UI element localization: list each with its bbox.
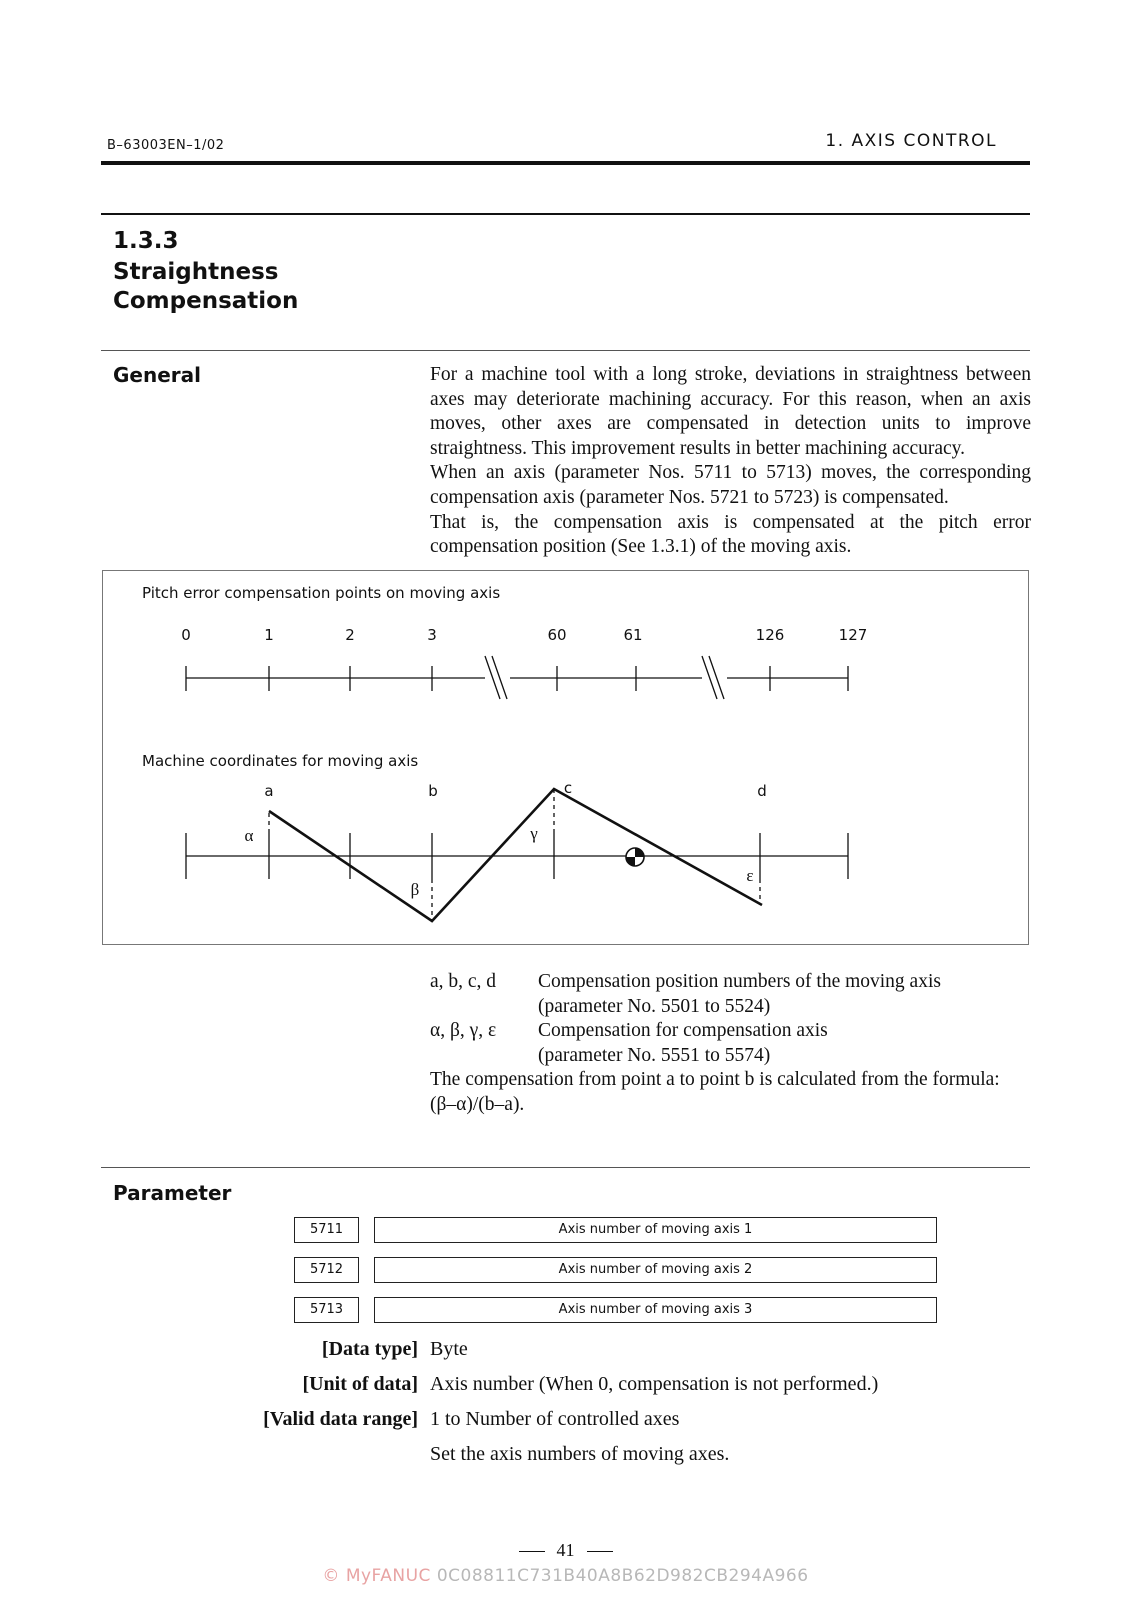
formula-text (430, 1068, 1033, 1117)
general-paragraph-3: That is, the compensation axis is compensated at the pitch error compensation position (See 1.3.1) of the moving axis. (430, 511, 1031, 558)
formula-line2: (β–α)/(b–a). (430, 1093, 525, 1115)
parameter-description-5712: Axis number of moving axis 2 (374, 1257, 937, 1283)
page-dash-left (519, 1551, 545, 1552)
greek-label-beta: β (410, 879, 420, 899)
compensation-curve (269, 789, 762, 921)
page-number (0, 1540, 1131, 1561)
valid-range-label: [Valid data range] (263, 1408, 418, 1430)
greek-label-alpha: α (244, 825, 254, 845)
position-label-c: c (563, 779, 573, 798)
position-label-d: d (757, 782, 767, 801)
data-type-value: Byte (430, 1338, 468, 1360)
data-type-row (100, 1338, 1000, 1361)
parameter-number-5711: 5711 (294, 1217, 359, 1243)
unit-value: Axis number (When 0, compensation is not performed.) (430, 1373, 879, 1395)
section-rule-bottom (101, 350, 1030, 351)
legend-value-compensation (538, 1019, 1033, 1068)
general-paragraph-2: When an axis (parameter Nos. 5711 to 5713) moves, the corresponding compensation axis (parameter Nos. 5721 to 5723) is compensated. (430, 462, 1031, 508)
straightness-figure (102, 570, 1029, 945)
general-heading: General (113, 363, 201, 387)
legend-compensation-line1: Compensation for compensation axis (538, 1020, 828, 1042)
parameter-number-5712: 5712 (294, 1257, 359, 1283)
figure-top-caption: Pitch error compensation points on moving axis (142, 584, 501, 603)
point-label-2: 2 (345, 626, 355, 645)
unit-label: [Unit of data] (302, 1373, 418, 1395)
legend-positions-line1: Compensation position numbers of the moving axis (538, 971, 941, 992)
page-dash-right (587, 1551, 613, 1552)
position-label-b: b (428, 782, 438, 801)
parameter-heading: Parameter (113, 1181, 232, 1205)
figure-legend (430, 970, 1033, 1118)
formula-line1: The compensation from point a to point b is calculated from the formula: (430, 1069, 1000, 1091)
pitch-axis (186, 656, 848, 699)
point-label-126: 126 (755, 626, 785, 645)
parameter-description-5713: Axis number of moving axis 3 (374, 1297, 937, 1323)
section-number: 1.3.3 (113, 228, 179, 254)
figure-diagram (103, 571, 1030, 946)
watermark (0, 1566, 1131, 1586)
greek-label-gamma: γ (530, 823, 538, 843)
point-label-127: 127 (838, 626, 868, 645)
general-paragraph-1: For a machine tool with a long stroke, deviations in straightness between axes may deteriorate machining accuracy. For this reason, when an axis moves, other axes are compensated in detection units to improve straightness. This improvement results in better machining accuracy. (430, 364, 1031, 459)
valid-range-row (100, 1408, 1000, 1431)
legend-key-positions: a, b, c, d (430, 971, 497, 992)
page-number-text: 41 (556, 1540, 575, 1560)
parameter-rule (101, 1167, 1030, 1168)
section-title-line1: Straightness (113, 259, 279, 285)
position-label-a: a (264, 782, 274, 801)
legend-positions-line2: (parameter No. 5501 to 5524) (538, 995, 771, 1017)
legend-row-positions (430, 970, 1033, 1019)
legend-row-compensation (430, 1019, 1033, 1068)
deviation-lines (269, 789, 760, 921)
watermark-code: 0C08811C731B40A8B62D982CB294A966 (436, 1566, 809, 1586)
point-label-60: 60 (547, 626, 567, 645)
figure-bottom-caption: Machine coordinates for moving axis (142, 752, 419, 771)
valid-range-value: 1 to Number of controlled axes (430, 1408, 680, 1430)
greek-label-epsilon: ε (746, 865, 754, 885)
reference-point-icon (626, 848, 644, 866)
data-type-label: [Data type] (321, 1338, 418, 1360)
header-rule (101, 161, 1030, 165)
point-label-61: 61 (623, 626, 643, 645)
unit-row (100, 1373, 1000, 1396)
point-label-3: 3 (427, 626, 437, 645)
point-label-1: 1 (264, 626, 274, 645)
section-title (113, 258, 298, 316)
parameter-number-5713: 5713 (294, 1297, 359, 1323)
section-rule-top (101, 213, 1030, 215)
chapter-title: 1. AXIS CONTROL (825, 131, 997, 151)
set-axis-text: Set the axis numbers of moving axes. (430, 1443, 730, 1465)
legend-key-compensation: α, β, γ, ε (430, 1020, 497, 1042)
legend-compensation-line2: (parameter No. 5551 to 5574) (538, 1044, 771, 1066)
general-text (430, 363, 1031, 560)
point-label-0: 0 (181, 626, 191, 645)
document-number: B–63003EN–1/02 (107, 138, 225, 153)
watermark-brand: © MyFANUC (322, 1566, 431, 1586)
parameter-description-5711: Axis number of moving axis 1 (374, 1217, 937, 1243)
section-title-line2: Compensation (113, 288, 299, 314)
legend-value-positions (538, 970, 1033, 1019)
